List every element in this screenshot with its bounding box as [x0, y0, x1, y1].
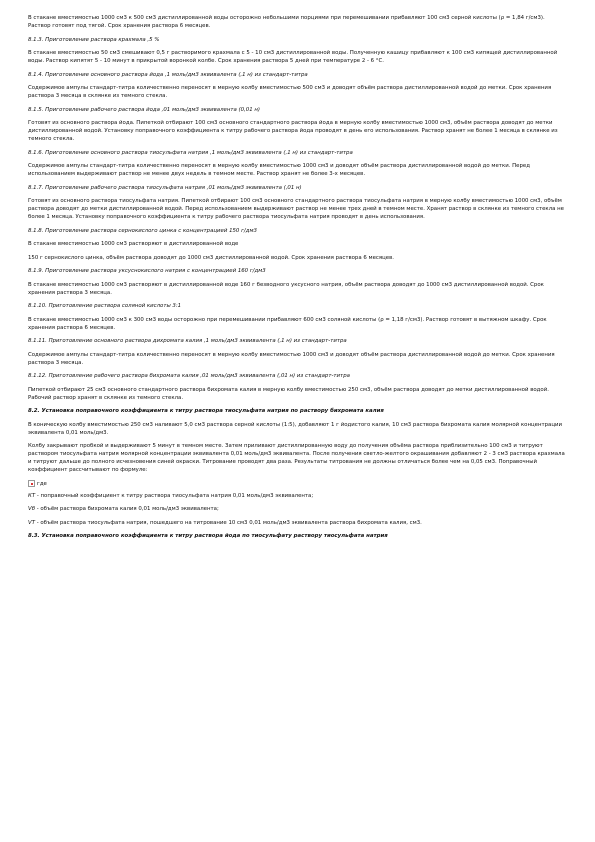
subsection-heading: 8.3. Установка поправочного коэффициента к титру раствора йода по тиосульфату раствору тиосульфата натрия [28, 533, 388, 539]
variable-symbol: КТ [28, 492, 36, 499]
paragraph: В стакане вместимостью 1000 см3 растворяют в дистиллированной воде [28, 241, 239, 247]
variable-definition [28, 492, 567, 500]
section-heading: 8.1.8. Приготовление раствора сернокислого цинка с концентрацией 150 г/дм3 [28, 227, 257, 234]
paragraph: В коническую колбу вместимостью 250 см3 наливают 5,0 см3 раствора серной кислоты (1:5), добавляют 1 г йодистого калия, 10 см3 раствора бихромата калия молярной концентрации эквивалента 0,01 моль/дм3. [28, 421, 563, 436]
variable-description: - поправочный коэффициент к титру раствора тиосульфата натрия 0,01 моль/дм3 эквивалента; [35, 492, 314, 499]
variable-description: - объём раствора тиосульфата натрия, пошедшего на титрование 10 см3 0,01 моль/дм3 эквивалента раствора бихромата калия, см3. [34, 519, 422, 526]
section-heading: 8.1.11. Приготовление основного раствора дихромата калия ,1 моль/дм3 эквивалента (,1 н) из стандарт-титра [28, 338, 347, 344]
variable-symbol: VТ [28, 519, 35, 526]
section-heading: 8.1.9. Приготовление раствора уксуснокислого натрия с концентрацией 160 г/дм3 [28, 268, 266, 274]
paragraph: Содержимое ампулы стандарт-титра количественно переносят в мерную колбу вместимостью 1000 см3 и доводят объём раствора дистиллированной водой до метки. Перед использованием выдерживают раствор не менее двух недель в темном месте. Раствор хранят не более 3-х месяцев. [28, 163, 530, 177]
paragraph: Готовят из основного раствора йода. Пипеткой отбирают 100 см3 основного стандартного раствора йода в мерную колбу вместимостью 1000 см3, объём раствора доводят до метки дистиллированной водой. Установку поправочного коэффициента к титру рабочего раствора йода проводят в день его использования. Раствор хранят не более 1 месяца в склянке из темного стекла. [28, 120, 558, 142]
section-heading: 8.1.6. Приготовление основного раствора тиосульфата натрия ,1 моль/дм3 эквивалента (,1 н) из стандарт-титра [28, 149, 353, 156]
paragraph: 150 г сернокислого цинка, объём раствора доводят до 1000 см3 дистиллированной водой. Срок хранения раствора 6 месяцев. [28, 254, 394, 261]
section-heading: 8.1.5. Приготовление рабочего раствора йода ,01 моль/дм3 эквивалента (0,01 н) [28, 106, 260, 113]
section-heading: 8.1.4. Приготовление основного раствора йода ,1 моль/дм3 эквивалента (,1 н) из стандарт-титра [28, 71, 308, 78]
section-heading: 8.1.7. Приготовление рабочего раствора тиосульфата натрия ,01 моль/дм3 эквивалента (,01 н) [28, 184, 302, 191]
paragraph: Содержимое ампулы стандарт-титра количественно переносят в мерную колбу вместимостью 1000 см3 и доводят объём раствора дистиллированной водой до метки. Срок хранения раствора 3 месяца. [28, 351, 555, 366]
section-heading: 8.1.3. Приготовление раствора крахмала ,5 % [28, 36, 160, 43]
paragraph: В стакане вместимостью 1000 см3 к 300 см3 воды осторожно при перемешивании прибавляют 600 см3 соляной кислоты (ρ = 1,18 г/см3). Раствор готовят в вытяжном шкафу. Срок хранения раствора 6 месяцев. [28, 316, 547, 331]
broken-image-icon [28, 480, 35, 487]
formula-label: где [37, 480, 47, 487]
subsection-heading: 8.2. Установка поправочного коэффициента к титру раствора тиосульфата натрия по раствору бихромата калия [28, 408, 384, 414]
variable-definition [28, 505, 567, 513]
section-heading: 8.1.10. Приготовление раствора соляной кислоты 3:1 [28, 303, 182, 309]
variable-definition [28, 519, 567, 527]
formula-row [28, 480, 567, 488]
section-heading: 8.1.12. Приготовление рабочего раствора бихромата калия ,01 моль/дм3 эквивалента (,01 н) из стандарт-титра [28, 373, 350, 379]
variable-description: - объём раствора бихромата калия 0,01 моль/дм3 эквивалента; [35, 506, 219, 512]
paragraph: Содержимое ампулы стандарт-титра количественно переносят в мерную колбу вместимостью 500 см3 и доводят объём раствора дистиллированной водой до метки. Срок хранения раствора 3 месяца в склянке из темного стекла. [28, 85, 552, 99]
paragraph: Колбу закрывают пробкой и выдерживают 5 минут в темном месте. Затем приливают дистиллированную воду до получения объёма раствора приблизительно 100 см3 и титруют раствором тиосульфата натрия молярной концентрации эквивалента 0,01 моль/дм3 эквивалента. После получения светло-желтого окрашивания добавляют 2 - 3 см3 раствора крахмала и титруют дальше до полного исчезновения синей окраски. Титрование проводят два раза. Результаты титрования не должны отличаться более чем на 0,05 см3. Поправочный коэффициент рассчитывают по формуле: [28, 443, 565, 473]
paragraph: В стакане вместимостью 1000 см3 растворяют в дистиллированной воде 160 г безводного уксусного натрия, объём раствора доводят до 1000 см3 дистиллированной водой. Срок хранения раствора 3 месяца. [28, 281, 544, 296]
paragraph: В стакане вместимостью 1000 см3 к 500 см3 дистиллированной воды осторожно небольшими порциями при перемешивании прибавляют 100 см3 серной кислоты (ρ = 1,84 г/см3). Раствор готовят под тягой. Срок хранения раствора 6 месяцев. [28, 15, 545, 29]
paragraph: Готовят из основного раствора тиосульфата натрия. Пипеткой отбирают 100 см3 основного стандартного раствора тиосульфата натрия в мерную колбу вместимостью 1000 см3, объём раствора доводят до метки дистиллированной водой. Перед использованием выдерживают раствор не менее трех дней в темном месте. Хранят раствор в склянке из темного стекла не более 1 месяца. Установку поправочного коэффициента к титру рабочего раствора тиосульфата натрия проводят в день использования. [28, 198, 564, 220]
paragraph: В стакане вместимостью 50 см3 смешивают 0,5 г растворимого крахмала с 5 - 10 см3 дистиллированной воды. Полученную кашицу прибавляют к 100 см3 кипящей дистиллированной воды. Раствор кипятят 5 - 10 минут в прикрытой воронкой колбе. Срок хранения раствора 5 дней при температуре 2 - 6 °С. [28, 50, 558, 64]
paragraph: Пипеткой отбирают 25 см3 основного стандартного раствора бихромата калия в мерную колбу вместимостью 250 см3, объём раствора доводят до метки дистиллированной водой. Рабочий раствор хранят в склянке из темного стекла. [28, 386, 549, 401]
variable-symbol: Vб [28, 506, 36, 512]
